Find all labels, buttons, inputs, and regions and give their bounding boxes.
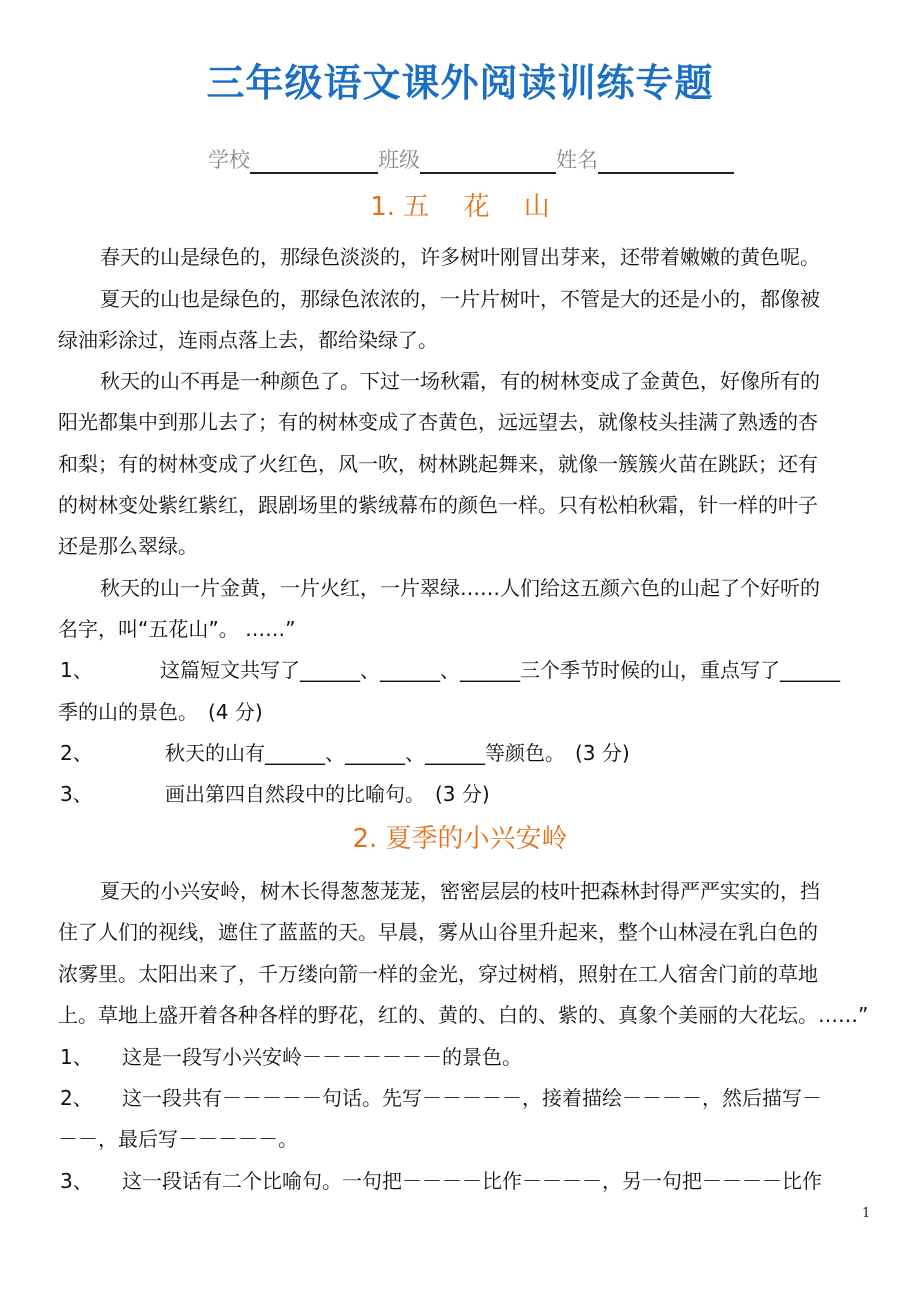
passage1-line: 夏天的山也是绿色的，那绿色浓浓的，一片片树叶，不管是大的还是小的，都像被	[100, 287, 820, 311]
passage1-line: 秋天的山一片金黄，一片火红，一片翠绿……人们给这五颜六色的山起了个好听的	[100, 576, 820, 600]
question-number: 2、	[60, 1086, 93, 1110]
section1-heading: 1. 五 花 山	[370, 192, 550, 222]
question-number: 2、	[60, 741, 93, 765]
name-blank	[598, 150, 734, 174]
page-title: 三年级语文课外阅读训练专题	[206, 61, 714, 105]
name-label: 姓名	[556, 148, 598, 172]
passage1-line: 名字，叫“五花山”。 ……”	[58, 617, 296, 641]
question-number: 1、	[60, 658, 93, 682]
passage2-line: 夏天的小兴安岭，树木长得葱葱茏茏，密密层层的枝叶把森林封得严严实实的，挡	[100, 879, 820, 903]
question-text: －－，最后写－－－－－。	[58, 1127, 298, 1151]
school-blank	[250, 150, 378, 174]
school-label: 学校	[208, 148, 250, 172]
passage1-line: 的树林变处紫红紫红，跟剧场里的紫绒幕布的颜色一样。只有松柏秋霜，针一样的叶子	[58, 493, 818, 517]
passage1-line: 阳光都集中到那儿去了；有的树林变成了杏黄色，远远望去，就像枝头挂满了熟透的杏	[58, 410, 818, 434]
passage2-line: 住了人们的视线，遮住了蓝蓝的天。早晨，雾从山谷里升起来，整个山林浸在乳白色的	[58, 920, 818, 944]
question-text: 这一段共有－－－－－句话。先写－－－－－，接着描绘－－－－，然后描写－	[122, 1086, 822, 1110]
question-number: 3、	[60, 782, 93, 806]
page-number: 1	[862, 1206, 871, 1221]
passage2-line: 浓雾里。太阳出来了，千万缕向箭一样的金光，穿过树梢，照射在工人宿舍门前的草地	[58, 962, 818, 986]
section2-heading: 2. 夏季的小兴安岭	[352, 824, 568, 854]
passage1-line: 秋天的山不再是一种颜色了。下过一场秋霜，有的树林变成了金黄色，好像所有的	[100, 369, 820, 393]
question-text: 画出第四自然段中的比喻句。 (3 分)	[165, 782, 490, 806]
question-text: 季的山的景色。 (4 分)	[58, 700, 263, 724]
question-text: 秋天的山有______、______、______等颜色。 (3 分)	[165, 741, 630, 765]
passage1-line: 和梨；有的树林变成了火红色，风一吹，树林跳起舞来，就像一簇簇火苗在跳跃；还有	[58, 452, 818, 476]
question-text: 这篇短文共写了______、______、______三个季节时候的山，重点写了______	[160, 658, 840, 682]
student-info-line	[208, 144, 734, 174]
question-number: 3、	[60, 1169, 93, 1193]
passage1-line: 还是那么翠绿。	[58, 534, 198, 558]
question-number: 1、	[60, 1045, 93, 1069]
passage1-line: 春天的山是绿色的，那绿色淡淡的，许多树叶刚冒出芽来，还带着嫩嫩的黄色呢。	[100, 245, 820, 269]
class-label: 班级	[378, 148, 420, 172]
passage2-line: 上。草地上盛开着各种各样的野花，红的、黄的、白的、紫的、真象个美丽的大花坛。……”	[58, 1003, 869, 1027]
question-text: 这一段话有二个比喻句。一句把－－－－比作－－－－，另一句把－－－－比作	[122, 1169, 822, 1193]
passage1-line: 绿油彩涂过，连雨点落上去，都给染绿了。	[58, 328, 438, 352]
class-blank	[420, 150, 556, 174]
question-text: 这是一段写小兴安岭－－－－－－－的景色。	[122, 1045, 522, 1069]
